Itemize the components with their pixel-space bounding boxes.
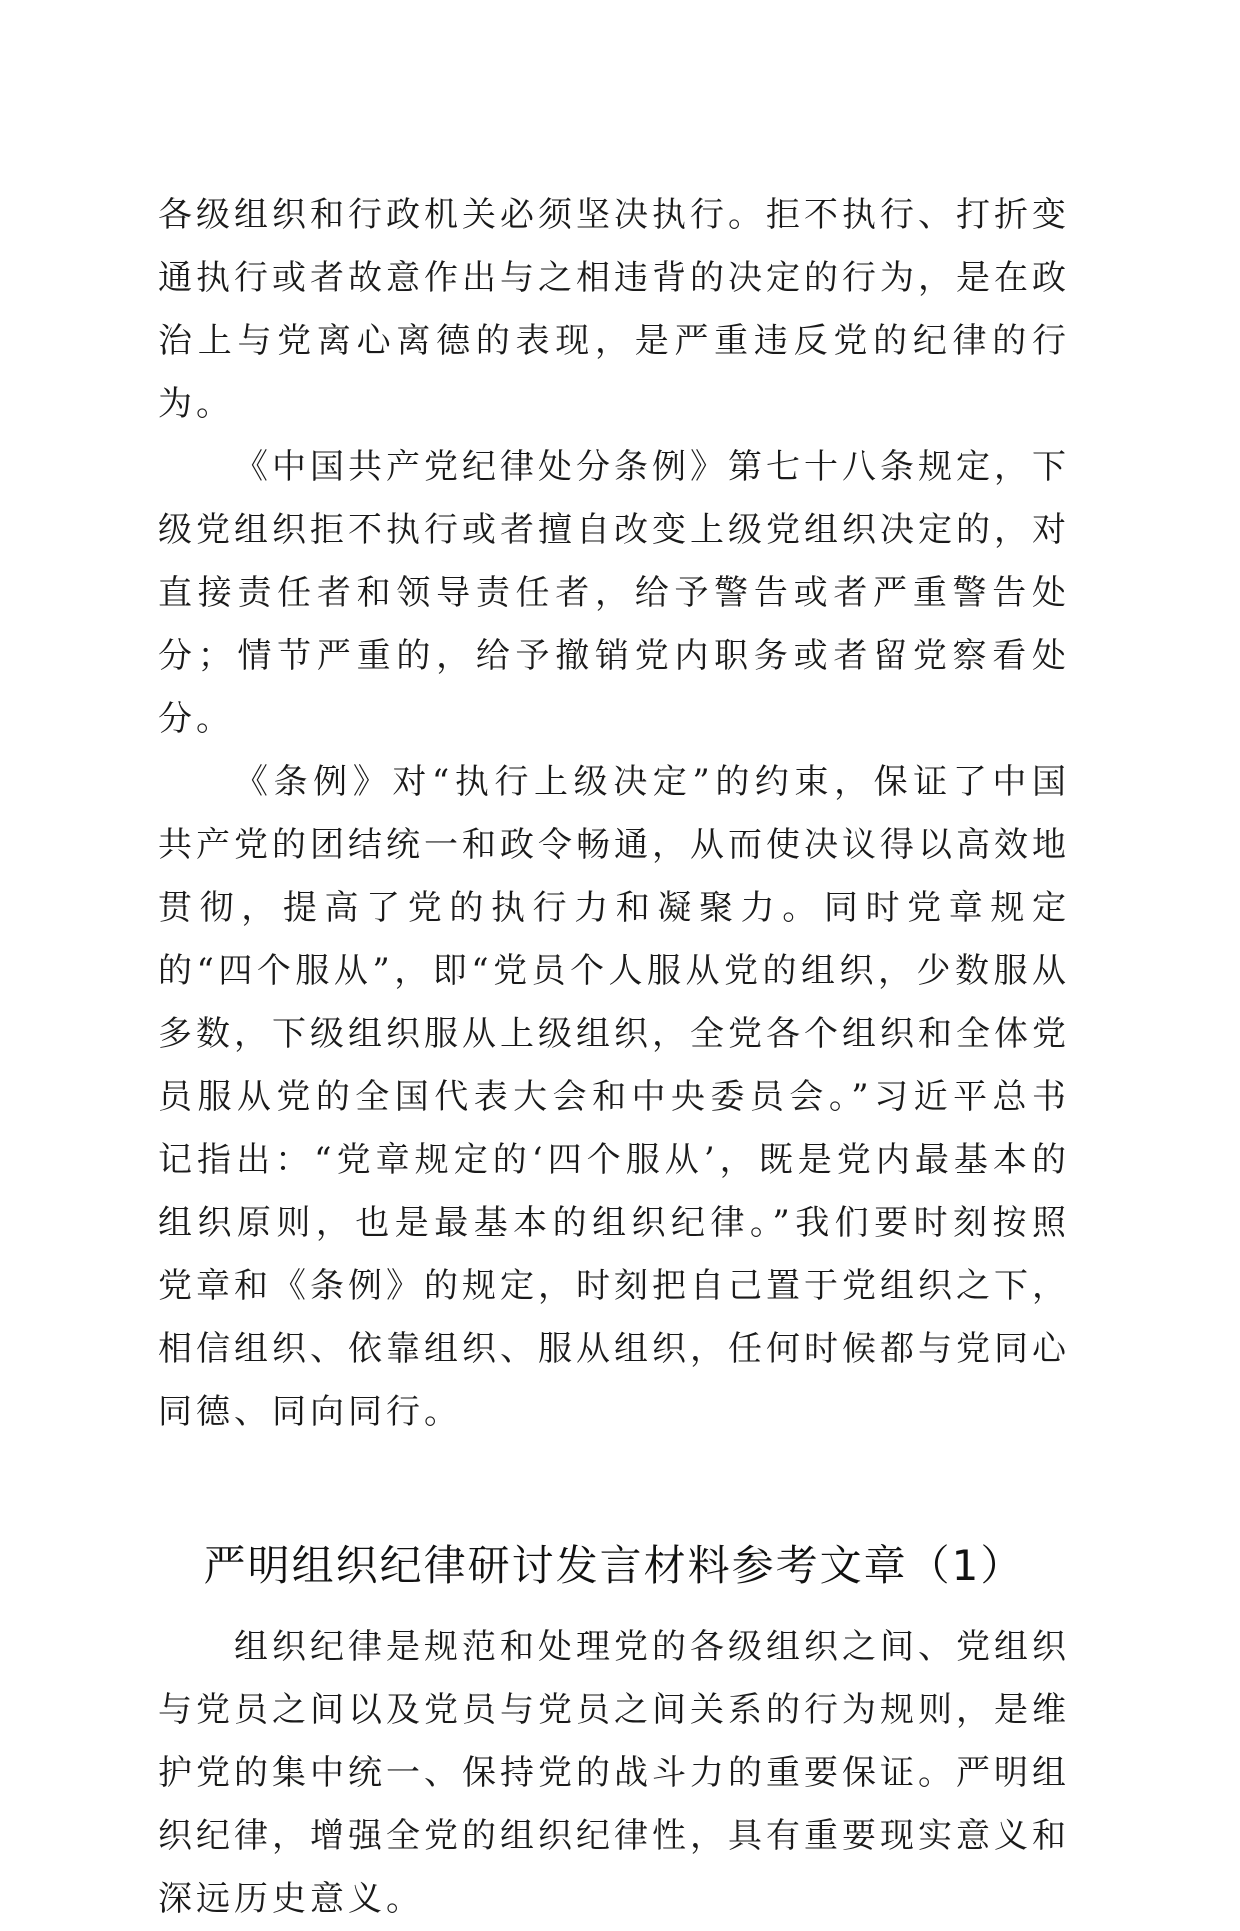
- paragraph-four-obediences: 《条例》对“执行上级决定”的约束，保证了中国共产党的团结统一和政令畅通，从而使决议得以高效地贯彻，提高了党的执行力和凝聚力。同时党章规定的“四个服从”，即“党员个人服从党的组织，少数服从多数，下级组织服从上级组织，全党各个组织和全体党员服从党的全国代表大会和中央委员会。”习近平总书记指出：“党章规定的‘四个服从’，既是党内最基本的组织原则，也是最基本的组织纪律。”我们要时刻按照党章和《条例》的规定，时刻把自己置于党组织之下，相信组织、依靠组织、服从组织，任何时候都与党同心同德、同向同行。: [158, 762, 1070, 1432]
- section-title: 严明组织纪律研讨发言材料参考文章（1）: [203, 1541, 1025, 1590]
- document-body: [158, 184, 1070, 1931]
- paragraph-organizational-discipline: 组织纪律是规范和处理党的各级组织之间、党组织与党员之间以及党员与党员之间关系的行为规则，是维护党的集中统一、保持党的战斗力的重要保证。严明组织纪律，增强全党的组织纪律性，具有重要现实意义和深远历史意义。: [158, 1627, 1070, 1919]
- paragraph-continuation: 各级组织和行政机关必须坚决执行。拒不执行、打折变通执行或者故意作出与之相违背的决定的行为，是在政治上与党离心离德的表现，是严重违反党的纪律的行为。: [158, 195, 1070, 424]
- paragraph-regulation-article-78: 《中国共产党纪律处分条例》第七十八条规定，下级党组织拒不执行或者擅自改变上级党组织决定的，对直接责任者和领导责任者，给予警告或者严重警告处分；情节严重的，给予撤销党内职务或者留党察看处分。: [158, 447, 1070, 739]
